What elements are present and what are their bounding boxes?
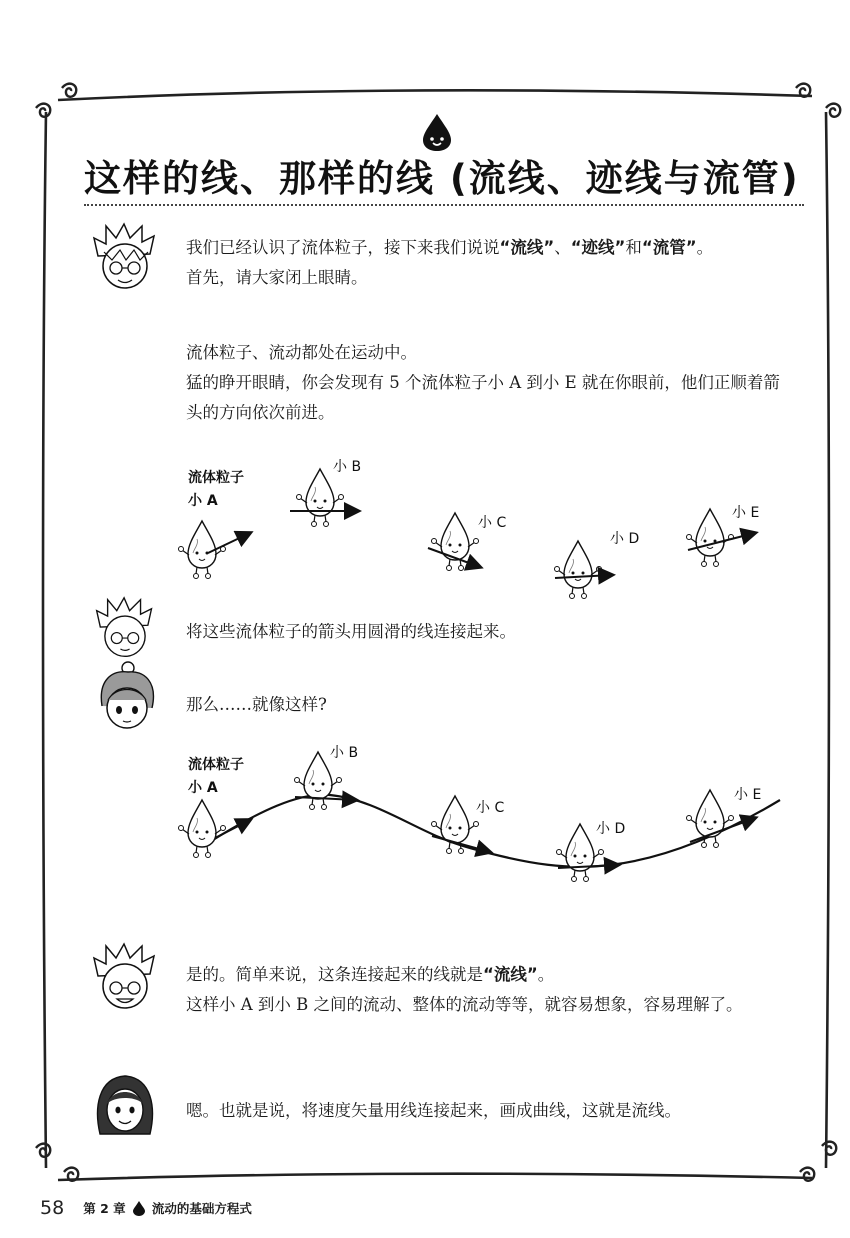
dialogue-2: 那么……就像这样? <box>186 695 327 714</box>
motion-line-2: 猛的睁开眼睛，你会发现有 5 个流体粒子小 A 到小 E 就在你眼前，他们正顺着箭头的方向依次前进。 <box>186 373 780 422</box>
streamline-figure-2 <box>170 740 810 900</box>
particle-c <box>432 796 479 854</box>
long-hair-woman-avatar <box>92 1068 158 1142</box>
water-drop-icon <box>133 1201 145 1216</box>
page-number: 58 <box>40 1197 65 1219</box>
figure1-label-line2: 小 A <box>188 493 218 509</box>
particle-e <box>687 509 734 567</box>
intro-line-2: 首先，请大家闭上眼睛。 <box>186 268 368 287</box>
girl-student-avatar <box>94 660 160 734</box>
spiky-hair-professor-avatar <box>92 596 158 660</box>
page-footer <box>40 1197 252 1219</box>
page-title: 这样的线、那样的线 (流线、迹线与流管) <box>84 157 800 200</box>
particle-b <box>297 469 344 527</box>
figure1-label-line1: 流体粒子 <box>188 470 244 486</box>
water-drop-icon <box>420 112 454 152</box>
particle-e <box>687 790 734 848</box>
particle-a <box>179 800 226 858</box>
spiky-hair-professor-avatar <box>92 942 158 1012</box>
spiky-hair-professor-avatar <box>92 222 158 292</box>
figure2-particle-e: 小 E <box>734 787 762 803</box>
figure1-particle-b: 小 B <box>333 459 362 475</box>
particle-a <box>179 521 226 579</box>
figure1-particle-c: 小 C <box>478 515 507 531</box>
figure2-particle-c: 小 C <box>476 800 505 816</box>
dialogue-1: 将这些流体粒子的箭头用圆滑的线连接起来。 <box>186 622 516 641</box>
answer-line-1: 是的。简单来说，这条连接起来的线就是“流线”。 <box>186 965 555 984</box>
figure1-particle-e: 小 E <box>732 505 760 521</box>
figure2-particle-b: 小 B <box>330 745 359 761</box>
intro-line-1: 我们已经认识了流体粒子，接下来我们说说“流线”、“迹线”和“流管”。 <box>186 238 714 257</box>
figure2-particle-d: 小 D <box>596 821 626 837</box>
answer-line-2: 这样小 A 到小 B 之间的流动、整体的流动等等，就容易想象，容易理解了。 <box>186 995 743 1014</box>
title-divider <box>84 204 804 206</box>
chapter-number: 第 2 章 <box>83 1201 126 1216</box>
conclusion-text: 嗯。也就是说，将速度矢量用线连接起来，画成曲线，这就是流线。 <box>186 1101 681 1120</box>
figure2-label-line1: 流体粒子 <box>188 757 244 773</box>
particle-c <box>432 513 479 571</box>
particle-d <box>555 541 602 599</box>
figure1-particle-d: 小 D <box>610 531 640 547</box>
figure2-label-line2: 小 A <box>188 780 218 796</box>
chapter-title: 流动的基础方程式 <box>151 1201 252 1216</box>
motion-line-1: 流体粒子、流动都处在运动中。 <box>186 343 417 362</box>
